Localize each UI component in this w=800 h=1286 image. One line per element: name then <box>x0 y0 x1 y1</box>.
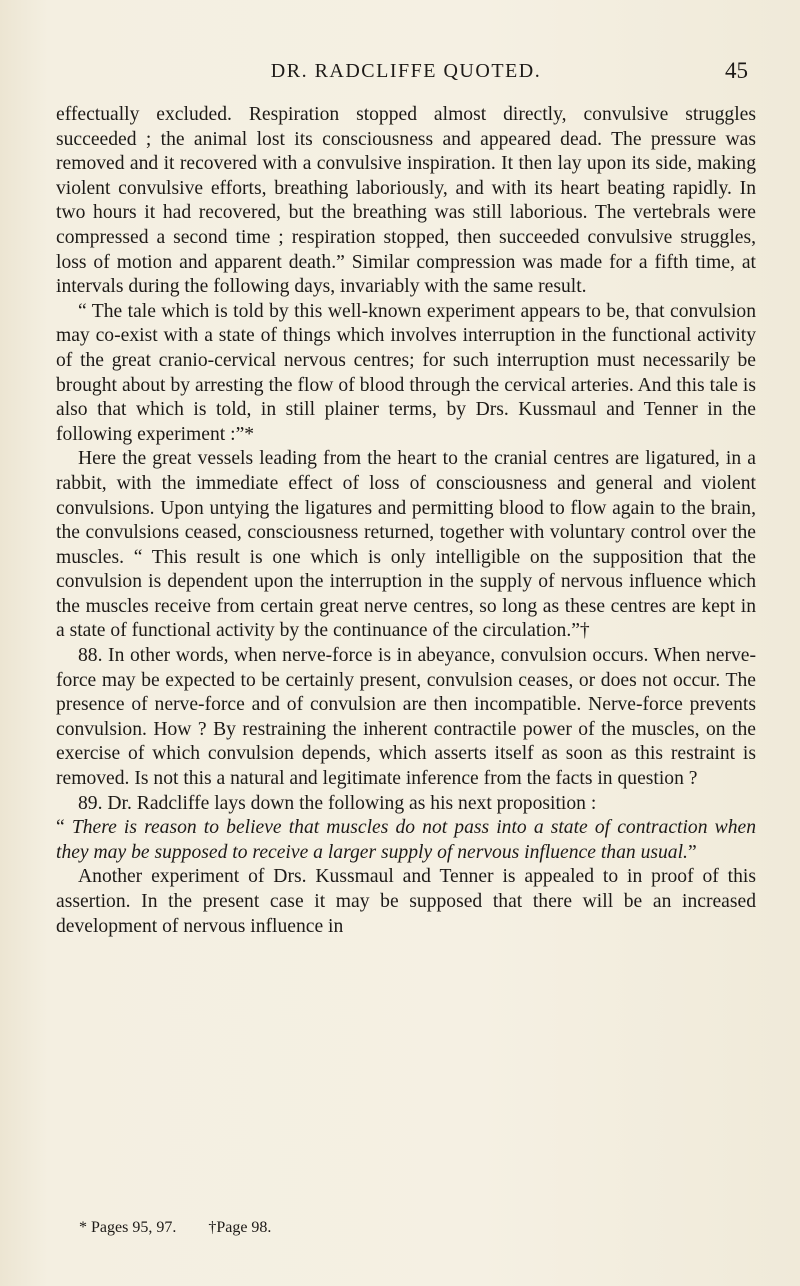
footnote-asterisk: * Pages 95, 97. <box>79 1219 177 1236</box>
proposition-close-quote: ” <box>687 841 697 863</box>
paragraph-89 <box>56 792 756 866</box>
footnote-dagger: †Page 98. <box>208 1219 272 1236</box>
paragraph-experiment: Here the great vessels leading from the heart to the cranial centres are ligatured, in a rabbit, with the immediate effect of loss of consciousness and general and violent convulsions. Upon untying the ligatures and permitting blood to flow again to the brain, the convulsions ceased, consciousness returned, together with voluntary control over the muscles. “ This result is one which is only intelligible on the supposition that the convulsion is dependent upon the interruption in the supply of nervous influence which the muscles receive from certain great nerve centres, so long as these centres are kept in a state of functional activity by the continuance of the circulation.”† <box>56 448 756 642</box>
paragraph-88: 88. In other words, when nerve-force is in abeyance, convulsion occurs. When nerve-force may be expected to be certainly present, convulsion ceases, or does not occur. The presence of nerve-force and of convulsion are then incompatible. Nerve-force prevents convulsion. How ? By restraining the inherent contractile power of the muscles, on the exercise of which convulsion depends, which asserts itself as soon as this restraint is removed. Is not this a natural and legitimate inference from the facts in question ? <box>56 645 756 790</box>
paragraph-another-experiment: Another experiment of Drs. Kussmaul and Tenner is appealed to in proof of this assertion. In the present case it may be supposed that there will be an increased development of nervous influence in <box>56 866 756 937</box>
running-head: DR. RADCLIFFE QUOTED. <box>270 60 542 82</box>
proposition-open-quote: “ <box>56 817 72 839</box>
proposition-italic: There is reason to believe that muscles do not pass into a state of contraction when they may be supposed to receive a larger supply of nervous influence than usual. <box>56 817 756 863</box>
page-header <box>56 54 756 90</box>
paragraph-quotation: “ The tale which is told by this well-known experiment appears to be, that convulsion may co-exist with a state of things which involves interruption in the functional activity of the great cranio-cervical nervous centres; for such interruption must necessarily be brought about by arresting the flow of blood through the cervical arteries. And this tale is also that which is told, in still plainer terms, by Drs. Kussmaul and Tenner in the following experiment :”* <box>56 300 756 445</box>
paragraph-89-lead: 89. Dr. Radcliffe lays down the following as his next proposition : <box>78 792 597 814</box>
paragraph-continued: effectually excluded. Respiration stopped almost directly, convulsive struggles succeeded ; the animal lost its consciousness and appeared dead. The pressure was removed and it recovered with a convulsive inspiration. It then lay upon its side, making violent convulsive efforts, breathing laboriously, and with its heart beating rapidly. In two hours it had recovered, but the breathing was still laborious. The vertebrals were compressed a second time ; respiration stopped, then succeeded convulsive struggles, loss of motion and apparent death.” Similar compression was made for a fifth time, at intervals during the following days, invariably with the same result. <box>56 104 756 298</box>
body-text <box>56 103 756 939</box>
footnotes <box>79 1219 679 1237</box>
page-number: 45 <box>725 58 748 83</box>
